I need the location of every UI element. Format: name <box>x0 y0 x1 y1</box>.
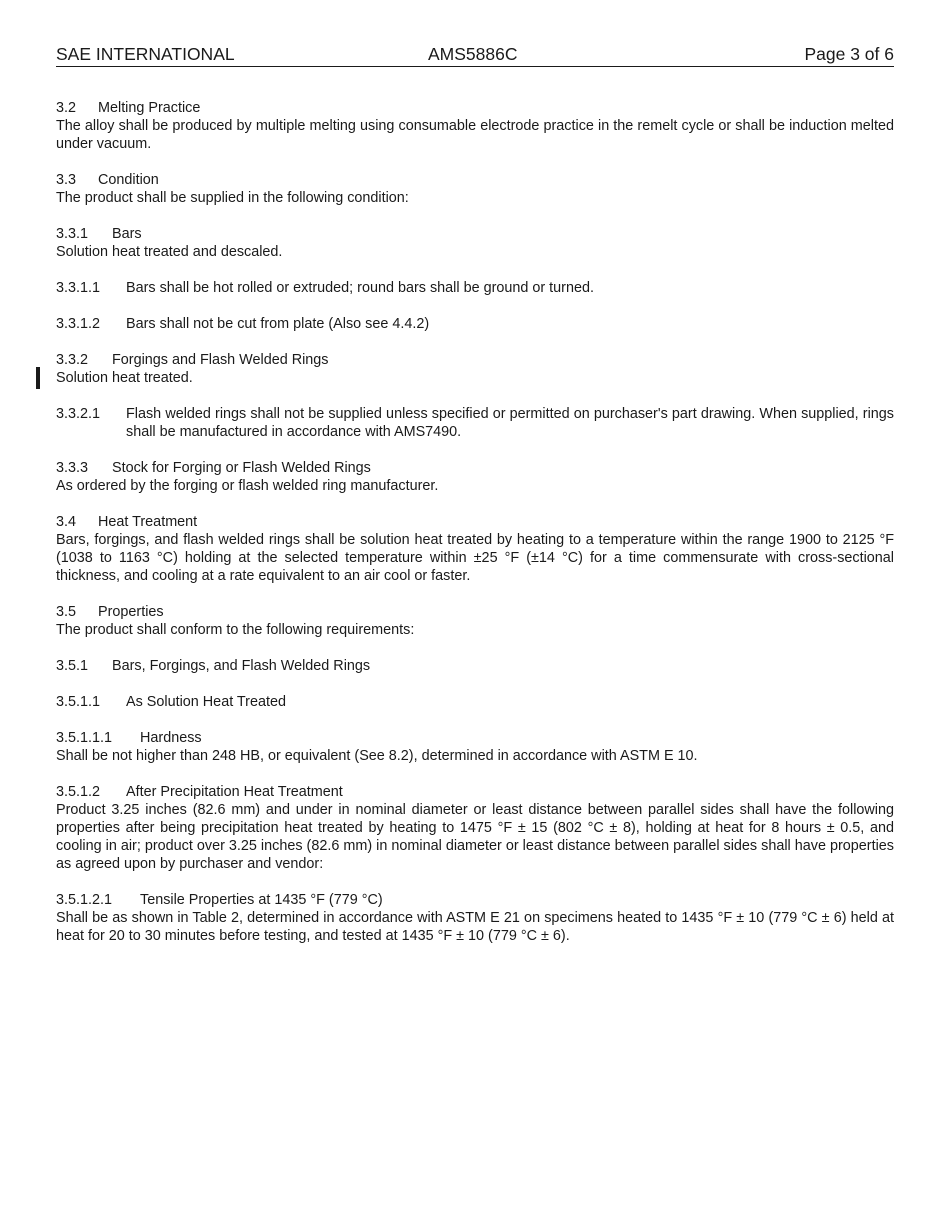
section-paragraph: Shall be not higher than 248 HB, or equivalent (See 8.2), determined in accordance with ASTM E 10. <box>56 748 698 764</box>
section-heading: 3.5.1 Bars, Forgings, and Flash Welded Rings <box>56 658 371 674</box>
section-heading: 3.2 Melting Practice <box>56 100 201 116</box>
numbered-clause: 3.3.1.1 Bars shall be hot rolled or extruded; round bars shall be ground or turned. <box>56 280 594 296</box>
page-header <box>56 44 894 67</box>
section-heading: 3.3.2 Forgings and Flash Welded Rings <box>56 352 329 368</box>
section-heading: 3.5.1.1 As Solution Heat Treated <box>56 694 286 710</box>
section-heading: 3.5.1.2 After Precipitation Heat Treatment <box>56 784 343 800</box>
section-paragraph: As ordered by the forging or flash welded ring manufacturer. <box>56 478 439 494</box>
section-heading: 3.5 Properties <box>56 604 164 620</box>
header-page-number: Page 3 of 6 <box>804 44 894 64</box>
header-organization: SAE INTERNATIONAL <box>56 44 235 64</box>
section-heading: 3.5.1.2.1 Tensile Properties at 1435 °F (779 °C) <box>56 892 383 908</box>
section-heading: 3.3 Condition <box>56 172 159 188</box>
section-paragraph: Bars, forgings, and flash welded rings shall be solution heat treated by heating to a temperature within the range 1900 to 2125 °F (1038 to 1163 °C) holding at the selected temperature within ±25 °F (±14 °C) for a time commensurate with cross-sectional thickness, and cooling at a rate equivalent to an air cool or faster. <box>56 532 894 584</box>
revision-change-bar <box>36 367 40 389</box>
section-paragraph: Solution heat treated and descaled. <box>56 244 283 260</box>
numbered-clause: 3.3.1.2 Bars shall not be cut from plate (Also see 4.4.2) <box>56 316 430 332</box>
section-paragraph: The alloy shall be produced by multiple melting using consumable electrode practice in the remelt cycle or shall be induction melted under vacuum. <box>56 118 894 152</box>
section-heading: 3.3.1 Bars <box>56 226 142 242</box>
section-paragraph: The product shall conform to the following requirements: <box>56 622 415 638</box>
document-body <box>56 99 894 945</box>
section-heading: 3.3.3 Stock for Forging or Flash Welded Rings <box>56 460 371 476</box>
numbered-clause: 3.3.2.1 Flash welded rings shall not be supplied unless specified or permitted on purchaser's part drawing. When supplied, rings shall be manufactured in accordance with AMS7490. <box>56 406 894 440</box>
section-heading: 3.4 Heat Treatment <box>56 514 198 530</box>
section-paragraph: Product 3.25 inches (82.6 mm) and under in nominal diameter or least distance between parallel sides shall have the following properties after being precipitation heat treated by heating to 1475 °F ± 15 (802 °C ± 8), holding at heat for 8 hours ± 0.5, and cooling in air; product over 3.25 inches (82.6 mm) in nominal diameter or least distance between parallel sides shall have properties as agreed upon by purchaser and vendor: <box>56 802 894 872</box>
header-document-number: AMS5886C <box>428 44 518 64</box>
section-heading: 3.5.1.1.1 Hardness <box>56 730 202 746</box>
section-paragraph: Solution heat treated. <box>56 370 193 386</box>
section-paragraph: Shall be as shown in Table 2, determined in accordance with ASTM E 21 on specimens heated to 1435 °F ± 10 (779 °C ± 6) held at heat for 20 to 30 minutes before testing, and tested at 1435 °F ± 10 (779 °C ± 6). <box>56 910 894 944</box>
section-paragraph: The product shall be supplied in the following condition: <box>56 190 409 206</box>
